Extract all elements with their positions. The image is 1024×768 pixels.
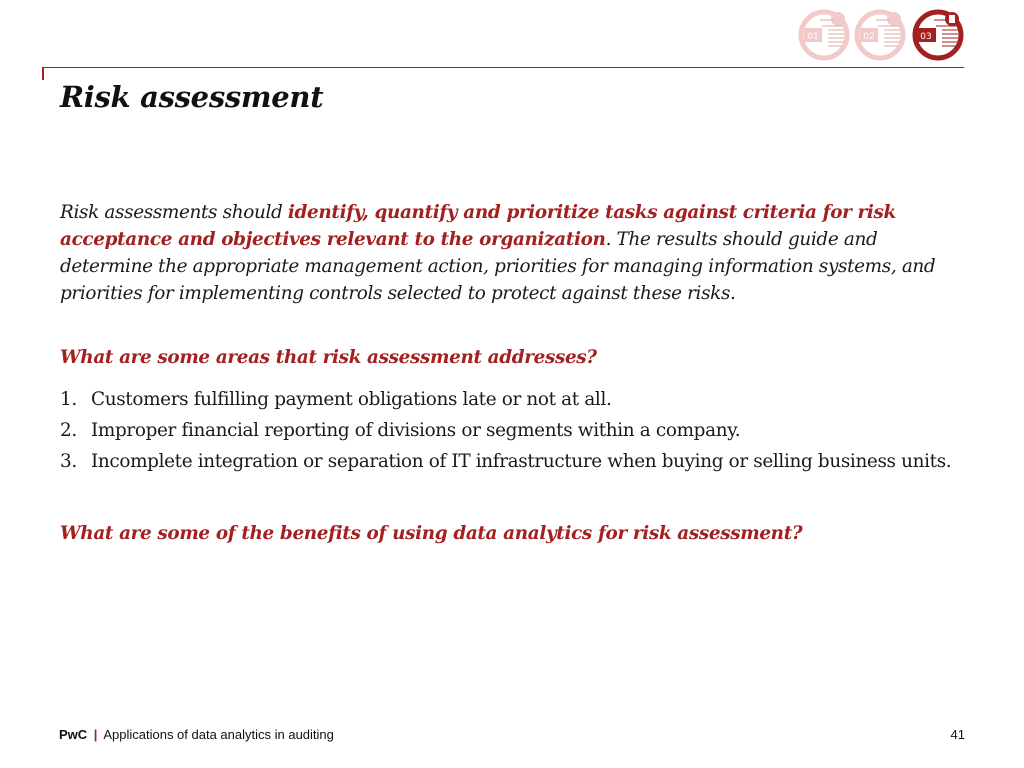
intro-paragraph xyxy=(60,199,965,307)
footer-subtitle: Applications of data analytics in auditing xyxy=(103,727,334,742)
question-benefits: What are some of the benefits of using data analytics for risk assessment? xyxy=(60,523,803,544)
list-item xyxy=(60,448,965,475)
list-item-number: 3. xyxy=(60,451,77,472)
list-item xyxy=(60,386,965,413)
intro-emphasis-text: identify, quantify and prioritize tasks against criteria for risk acceptance and objectives relevant to the organization xyxy=(60,202,896,250)
footer xyxy=(59,727,334,742)
progress-step-1-number: 01 xyxy=(807,32,819,42)
progress-nav xyxy=(798,6,968,62)
progress-step-3 xyxy=(915,12,961,58)
footer-separator: | xyxy=(93,727,98,742)
progress-step-2 xyxy=(857,12,903,58)
page-number: 41 xyxy=(950,727,965,742)
header-rule-tick xyxy=(42,67,44,80)
list-item-number: 1. xyxy=(60,389,77,410)
list-item-text: Incomplete integration or separation of IT infrastructure when buying or selling business units. xyxy=(91,451,952,472)
progress-step-3-number: 03 xyxy=(920,32,932,42)
progress-step-2-number: 02 xyxy=(863,32,875,42)
list-item xyxy=(60,417,965,444)
intro-rest-text: . The results should guide and determine the appropriate management action, priorities for managing information systems, and priorities for implementing controls selected to protect against these risks. xyxy=(60,229,936,304)
header-rule xyxy=(42,67,964,68)
list-item-text: Improper financial reporting of divisions or segments within a company. xyxy=(91,420,741,441)
progress-step-1 xyxy=(801,12,847,58)
question-areas: What are some areas that risk assessment addresses? xyxy=(60,347,597,368)
risk-areas-list xyxy=(60,386,965,479)
footer-brand: PwC xyxy=(59,727,88,742)
list-item-text: Customers fulfilling payment obligations late or not at all. xyxy=(91,389,612,410)
slide-title: Risk assessment xyxy=(60,80,324,114)
list-item-number: 2. xyxy=(60,420,77,441)
intro-plain-text: Risk assessments should xyxy=(60,202,288,223)
